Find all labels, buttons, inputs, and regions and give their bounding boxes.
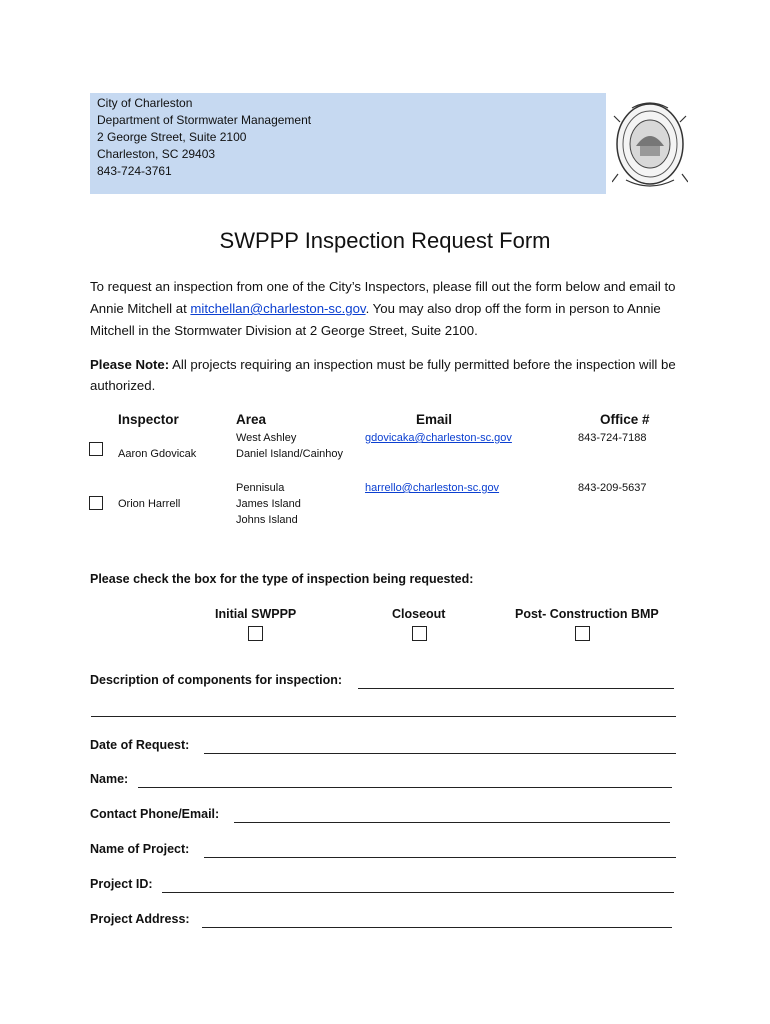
checkbox-initial-swppp[interactable] xyxy=(248,626,263,641)
area-line: Pennisula xyxy=(236,482,285,494)
inspector-name: Orion Harrell xyxy=(118,498,181,510)
project-id-input-line[interactable] xyxy=(162,892,674,893)
name-input-line[interactable] xyxy=(138,787,672,788)
area-line: West Ashley xyxy=(236,432,297,444)
header-email: Email xyxy=(416,412,453,427)
address-line: 843-724-3761 xyxy=(97,164,172,178)
project-address-label: Project Address: xyxy=(90,912,190,926)
intro-paragraph xyxy=(90,276,690,342)
inspector-email-link[interactable]: gdovicaka@charleston-sc.gov xyxy=(365,432,512,444)
project-address-input-line[interactable] xyxy=(202,927,672,928)
contact-input-line[interactable] xyxy=(234,822,670,823)
checkbox-closeout[interactable] xyxy=(412,626,427,641)
intro-text-end: . You may also drop off the form in person to Annie Mitchell in the Stormwater Division at 2 George Street, Suite 2100. xyxy=(90,301,661,338)
date-input-line[interactable] xyxy=(204,753,676,754)
date-field xyxy=(90,738,680,758)
inspector-office: 843-209-5637 xyxy=(578,482,647,494)
area-line: Johns Island xyxy=(236,514,298,526)
project-name-label: Name of Project: xyxy=(90,842,190,856)
address-line: 2 George Street, Suite 2100 xyxy=(97,130,247,144)
address-line: Charleston, SC 29403 xyxy=(97,147,216,161)
department-address-block xyxy=(90,93,606,194)
inspector-email-link[interactable]: harrello@charleston-sc.gov xyxy=(365,482,500,494)
header-inspector: Inspector xyxy=(118,412,179,427)
area-line: Daniel Island/Cainhoy xyxy=(236,448,344,460)
area-line: James Island xyxy=(236,498,301,510)
description-field xyxy=(90,673,680,693)
header-area: Area xyxy=(236,412,267,427)
note-label: Please Note: xyxy=(90,357,170,372)
type-label-initial: Initial SWPPP xyxy=(215,607,297,621)
checkbox-post-construction-bmp[interactable] xyxy=(575,626,590,641)
email-link-mitchell[interactable]: mitchellan@charleston-sc.gov xyxy=(190,301,366,316)
type-label-post-construction: Post- Construction BMP xyxy=(515,607,659,621)
note-text: All projects requiring an inspection must be fully permitted before the inspection will be authorized. xyxy=(90,357,676,393)
project-address-field xyxy=(90,912,680,932)
inspector-area xyxy=(236,480,301,528)
name-label: Name: xyxy=(90,772,129,786)
address-line: City of Charleston xyxy=(97,96,193,110)
project-name-input-line[interactable] xyxy=(204,857,676,858)
name-field xyxy=(90,772,680,792)
header-office: Office # xyxy=(600,412,650,427)
inspector-checkbox-gdovicak[interactable] xyxy=(89,442,103,456)
project-id-label: Project ID: xyxy=(90,877,153,891)
project-id-field xyxy=(90,877,680,897)
city-seal-icon xyxy=(612,94,688,194)
description-input-line[interactable] xyxy=(358,688,674,689)
inspection-type-prompt: Please check the box for the type of inspection being requested: xyxy=(90,572,474,586)
contact-label: Contact Phone/Email: xyxy=(90,807,220,821)
description-label: Description of components for inspection: xyxy=(90,673,343,687)
inspector-area xyxy=(236,430,343,462)
date-label: Date of Request: xyxy=(90,738,190,752)
note-paragraph xyxy=(90,354,690,396)
description-input-line-2[interactable] xyxy=(91,716,676,717)
address-line: Department of Stormwater Management xyxy=(97,113,312,127)
type-label-closeout: Closeout xyxy=(392,607,446,621)
inspector-checkbox-harrell[interactable] xyxy=(89,496,103,510)
page-title: SWPPP Inspection Request Form xyxy=(219,228,551,253)
project-name-field xyxy=(90,842,680,862)
inspector-office: 843-724-7188 xyxy=(578,432,647,444)
intro-text: To request an inspection from one of the City’s Inspectors, please fill out the form below and email to Annie Mitchell at xyxy=(90,279,676,316)
contact-field xyxy=(90,807,680,827)
inspector-name: Aaron Gdovicak xyxy=(118,448,197,460)
